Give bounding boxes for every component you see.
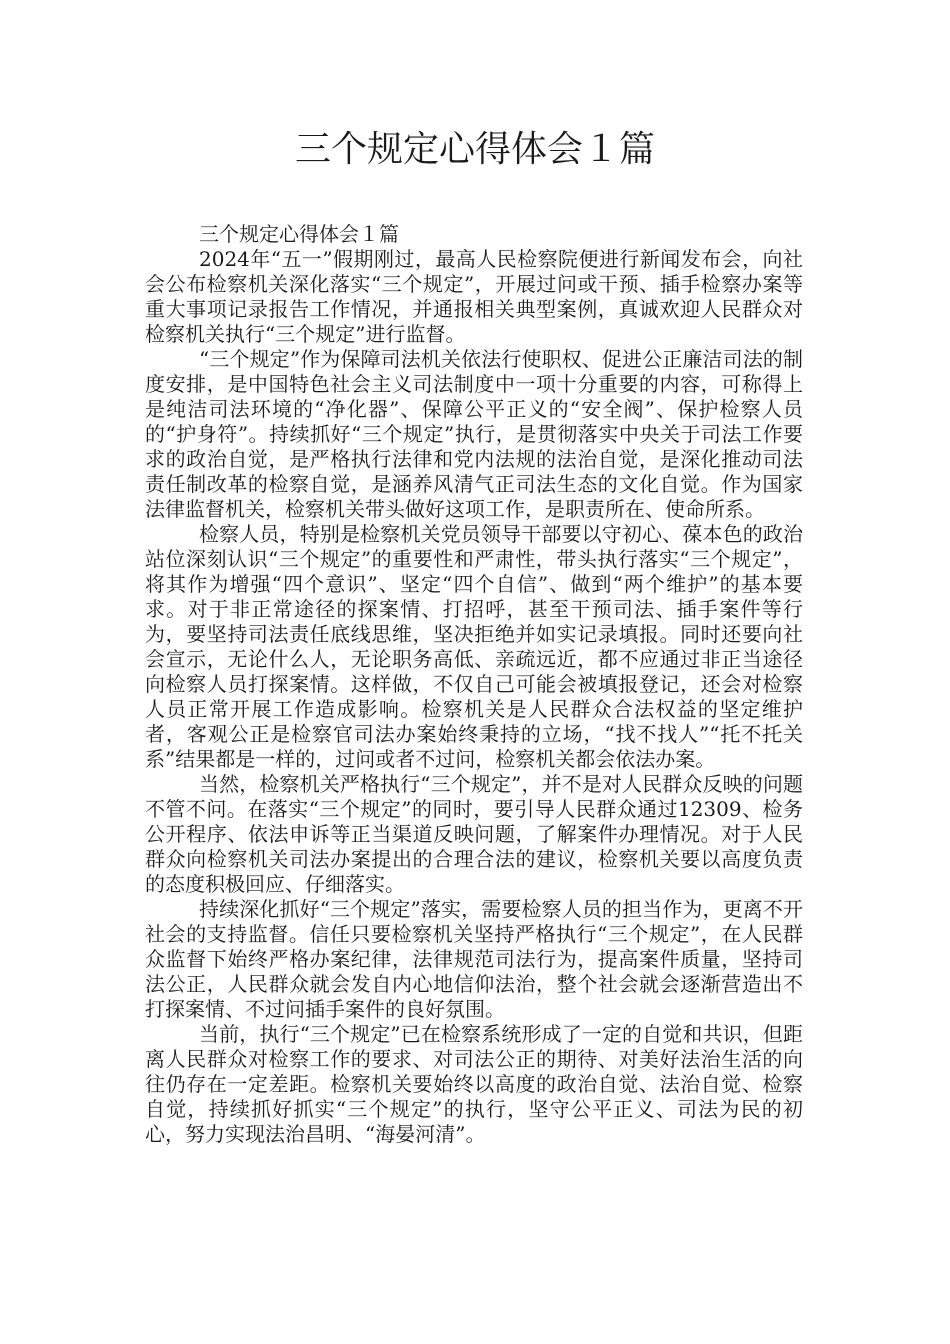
paragraph-2: “三个规定”作为保障司法机关依法行使职权、促进公正廉洁司法的制度安排，是中国特色社会主义司法制度中一项十分重要的内容，可称得上是纯洁司法环境的“净化器”、保障公平正义的“安全阀”、保护检察人员的“护身符”。持续抓好“三个规定”执行，是贯彻落实中央关于司法工作要求的政治自觉，是严格执行法律和党内法规的法治自觉，是深化推动司法责任制改革的检察自觉，是涵养风清气正司法生态的文化自觉。作为国家法律监督机关，检察机关带头做好这项工作，是职责所在、使命所系。: [145, 347, 803, 521]
paragraph-1: 2024年“五一”假期刚过，最高人民检察院便进行新闻发布会，向社会公布检察机关深化落实“三个规定”，开展过问或干预、插手检察办案等重大事项记录报告工作情况，并通报相关典型案例，真诚欢迎人民群众对检察机关执行“三个规定”进行监督。: [145, 247, 803, 346]
document-body: [145, 222, 803, 1147]
paragraph-5: 持续深化抓好“三个规定”落实，需要检察人员的担当作为，更离不开社会的支持监督。信任只要检察机关坚持严格执行“三个规定”，在人民群众监督下始终严格办案纪律，法律规范司法行为，提高案件质量，坚持司法公正，人民群众就会发自内心地信仰法治，整个社会就会逐渐营造出不打探案情、不过问插手案件的良好氛围。: [145, 897, 803, 1021]
paragraph-6: 当前，执行“三个规定”已在检察系统形成了一定的自觉和共识，但距离人民群众对检察工作的要求、对司法公正的期待、对美好法治生活的向往仍存在一定差距。检察机关要始终以高度的政治自觉、法治自觉、检察自觉，持续抓好抓实“三个规定”的执行，坚守公平正义、司法为民的初心，努力实现法治昌明、“海晏河清”。: [145, 1022, 803, 1146]
paragraph-3: 检察人员，特别是检察机关党员领导干部要以守初心、葆本色的政治站位深刻认识“三个规定”的重要性和严肃性，带头执行落实“三个规定”，将其作为增强“四个意识”、坚定“四个自信”、做到“两个维护”的基本要求。对于非正常途径的探案情、打招呼，甚至干预司法、插手案件等行为，要坚持司法责任底线思维，坚决拒绝并如实记录填报。同时还要向社会宣示，无论什么人，无论职务高低、亲疏远近，都不应通过非正当途径向检察人员打探案情。这样做，不仅自己可能会被填报登记，还会对检察人员正常开展工作造成影响。检察机关是人民群众合法权益的坚定维护者，客观公正是检察官司法办案始终秉持的立场，“找不找人”“托不托关系”结果都是一样的，过问或者不过问，检察机关都会依法办案。: [145, 522, 803, 771]
document-title: 三个规定心得体会１篇: [294, 129, 655, 170]
paragraph-4: 当然，检察机关严格执行“三个规定”，并不是对人民群众反映的问题不管不问。在落实“三个规定”的同时，要引导人民群众通过12309、检务公开程序、依法申诉等正当渠道反映问题，了解案件办理情况。对于人民群众向检察机关司法办案提出的合理合法的建议，检察机关要以高度负责的态度积极回应、仔细落实。: [145, 772, 803, 896]
document-subtitle: 三个规定心得体会１篇: [199, 222, 399, 246]
